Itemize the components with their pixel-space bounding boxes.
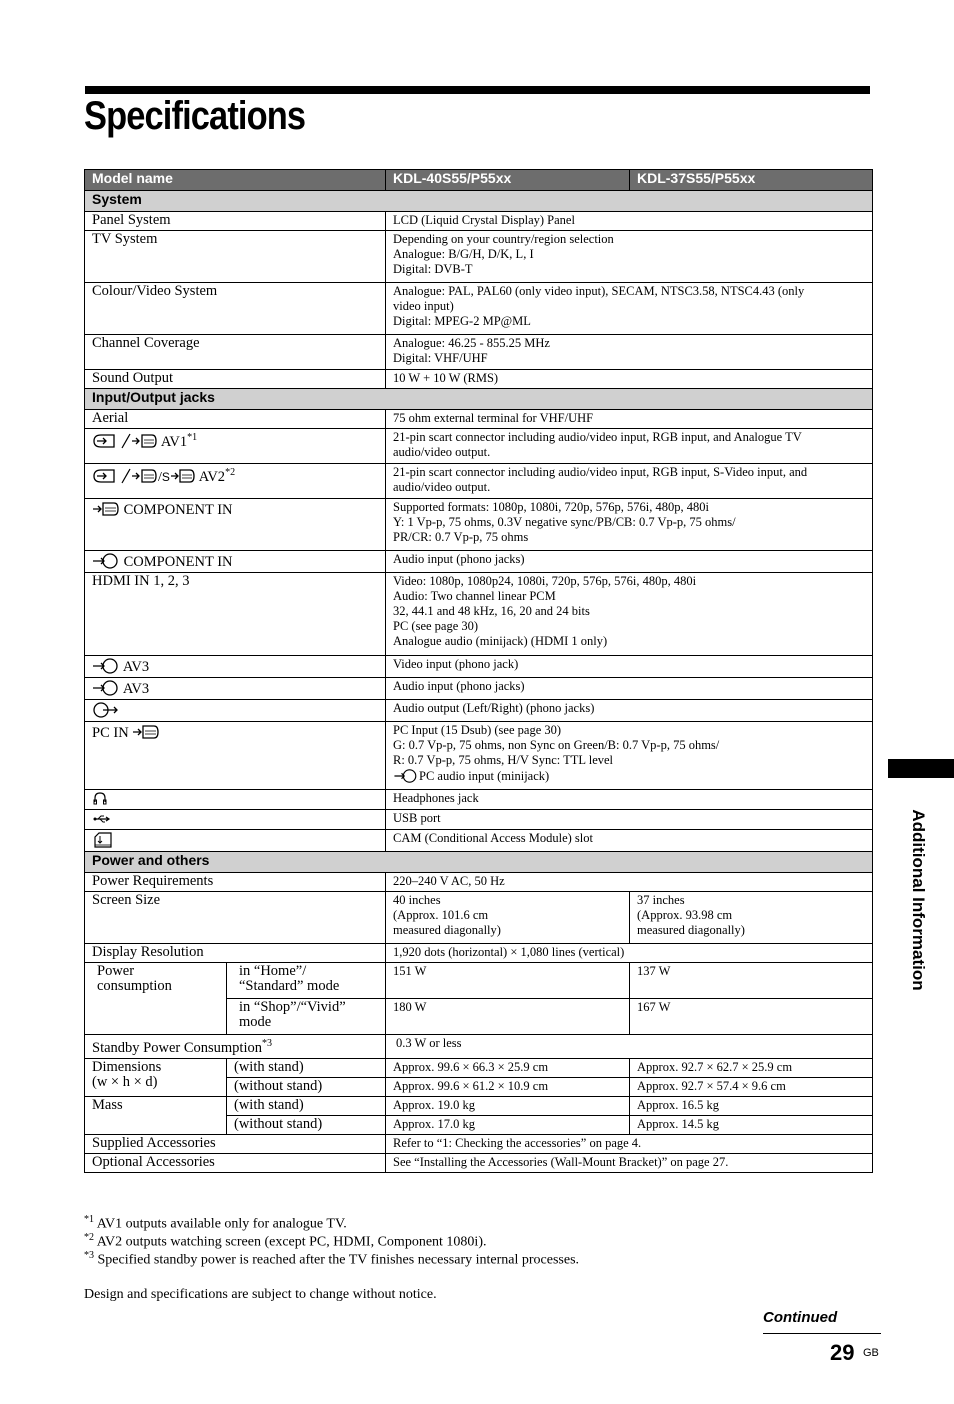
row-label xyxy=(85,499,386,551)
row-value xyxy=(386,499,873,551)
row-value xyxy=(386,464,873,499)
table-row xyxy=(85,212,873,231)
value-line: (Approx. 93.98 cm xyxy=(637,908,733,922)
value-line xyxy=(393,768,865,784)
row-value: 220–240 V AC, 50 Hz xyxy=(386,873,873,892)
row-label xyxy=(85,429,386,464)
side-tab xyxy=(888,759,954,778)
row-value: Audio input (phono jacks) xyxy=(386,551,873,573)
row-label xyxy=(85,722,386,790)
value-line: 32, 44.1 and 48 kHz, 16, 20 and 24 bits xyxy=(393,604,590,618)
footnote-mark: *2 xyxy=(225,467,236,478)
value-line: measured diagonally) xyxy=(637,923,745,937)
row-value: See “Installing the Accessories (Wall-Mount Bracket)” on page 27. xyxy=(386,1153,873,1172)
row-value: Refer to “1: Checking the accessories” on page 4. xyxy=(386,1134,873,1153)
value-line: 40 inches xyxy=(393,893,441,907)
table-row xyxy=(85,892,873,944)
row-label: Screen Size xyxy=(85,892,386,944)
component-audio-label: COMPONENT IN xyxy=(123,554,233,570)
label-line: consumption xyxy=(97,978,172,994)
row-value: Approx. 16.5 kg xyxy=(630,1096,873,1115)
row-label: /S AV2$^{*2}$ xyxy=(85,464,386,499)
row-label: Aerial xyxy=(85,410,386,429)
footnote-mark: *3 xyxy=(84,1250,94,1261)
row-value: LCD (Liquid Crystal Display) Panel xyxy=(386,212,873,231)
table-header-row xyxy=(85,170,873,191)
row-label xyxy=(85,678,386,700)
label-line: (w × h × d) xyxy=(92,1073,158,1090)
table-row xyxy=(85,1153,873,1172)
value-line: (Approx. 101.6 cm xyxy=(393,908,489,922)
section-power xyxy=(85,852,873,873)
value-line: audio/video output. xyxy=(393,445,491,459)
row-value: Approx. 92.7 × 57.4 × 9.6 cm xyxy=(630,1077,873,1096)
table-row xyxy=(85,1096,873,1115)
s-video-label: S xyxy=(161,469,170,484)
title-rule xyxy=(85,86,870,94)
table-row xyxy=(85,944,873,963)
table-row xyxy=(85,283,873,335)
row-value: Audio output (Left/Right) (phono jacks) xyxy=(386,700,873,722)
row-value xyxy=(386,231,873,283)
table-row xyxy=(85,830,873,852)
row-label xyxy=(85,1058,227,1096)
footnote xyxy=(84,1232,486,1251)
value-line: Analogue: 46.25 - 855.25 MHz xyxy=(393,336,550,350)
sub-label xyxy=(227,999,386,1035)
av3-video-label: AV3 xyxy=(122,659,150,675)
pc-in-label: PC IN xyxy=(92,725,129,741)
sub-label xyxy=(227,963,386,999)
sub-label: (with stand) xyxy=(227,1058,386,1077)
row-value: 167 W xyxy=(630,999,873,1035)
sub-label: (with stand) xyxy=(227,1096,386,1115)
value-line: Digital: VHF/UHF xyxy=(393,351,488,365)
value-line: Digital: MPEG-2 MP@ML xyxy=(393,314,531,328)
component-label: COMPONENT IN xyxy=(123,502,233,518)
row-label: Colour/Video System xyxy=(85,283,386,335)
label-line: “Standard” mode xyxy=(239,978,340,994)
row-label xyxy=(85,810,386,830)
value-line: Supported formats: 1080p, 1080i, 720p, 576p, 576i, 480p, 480i xyxy=(393,500,709,514)
section-heading: Input/Output jacks xyxy=(85,389,873,410)
page-suffix: GB xyxy=(863,1347,879,1359)
row-value: Approx. 99.6 × 66.3 × 25.9 cm xyxy=(386,1058,630,1077)
sub-label: (without stand) xyxy=(227,1077,386,1096)
row-value: 0.3 W or less xyxy=(386,1035,873,1059)
table-row xyxy=(85,1058,873,1077)
value-line: Analogue audio (minijack) (HDMI 1 only) xyxy=(393,634,608,648)
row-value: CAM (Conditional Access Module) slot xyxy=(386,830,873,852)
table-row xyxy=(85,573,873,656)
row-value xyxy=(386,573,873,656)
value-line: Depending on your country/region selection xyxy=(393,232,614,246)
section-heading: System xyxy=(85,191,873,212)
pc-input-icon xyxy=(132,723,160,741)
page-number: 29 xyxy=(830,1340,855,1365)
table-row xyxy=(85,656,873,678)
row-label: Sound Output xyxy=(85,370,386,389)
row-value: Approx. 19.0 kg xyxy=(386,1096,630,1115)
audio-output-icon xyxy=(92,701,120,719)
row-value: Approx. 14.5 kg xyxy=(630,1115,873,1134)
value-line: Analogue: B/G/H, D/K, L, I xyxy=(393,247,534,261)
value-line: G: 0.7 Vp-p, 75 ohms, non Sync on Green/B: 0.7 Vp-p, 75 ohms/ xyxy=(393,738,720,752)
value-line: measured diagonally) xyxy=(393,923,501,937)
label-line: in “Shop”/“Vivid” xyxy=(239,999,346,1015)
row-value xyxy=(386,429,873,464)
row-label: Optional Accessories xyxy=(85,1153,386,1172)
table-row xyxy=(85,335,873,370)
row-label: Power Requirements xyxy=(85,873,386,892)
footnote xyxy=(84,1250,579,1269)
header-col2: KDL-37S55/P55xx xyxy=(630,170,873,191)
row-value: Approx. 17.0 kg xyxy=(386,1115,630,1134)
table-row xyxy=(85,429,873,464)
value-line: video input) xyxy=(393,299,454,313)
label-line: Power xyxy=(97,963,135,979)
row-value xyxy=(386,283,873,335)
footnote-text: AV1 outputs available only for analogue TV. xyxy=(96,1216,347,1232)
table-row xyxy=(85,551,873,573)
row-label: TV System xyxy=(85,231,386,283)
row-value: Headphones jack xyxy=(386,790,873,810)
specifications-table xyxy=(84,169,873,1173)
row-value: 1,920 dots (horizontal) × 1,080 lines (vertical) xyxy=(386,944,873,963)
row-value: USB port xyxy=(386,810,873,830)
table-row xyxy=(85,722,873,790)
value-line: Digital: DVB-T xyxy=(393,262,473,276)
video-input-icon xyxy=(92,657,120,675)
table-row xyxy=(85,231,873,283)
pc-audio-text: PC audio input (minijack) xyxy=(419,769,550,783)
row-label xyxy=(85,963,227,1035)
audio-input-icon xyxy=(393,768,419,784)
value-line: Audio: Two channel linear PCM xyxy=(393,589,556,603)
row-label xyxy=(85,656,386,678)
row-value: Video input (phono jack) xyxy=(386,656,873,678)
scart-input-output-icon xyxy=(92,467,158,485)
sub-label: (without stand) xyxy=(227,1115,386,1134)
row-label xyxy=(85,551,386,573)
disclaimer: Design and specifications are subject to change without notice. xyxy=(84,1287,437,1302)
table-row xyxy=(85,410,873,429)
cam-slot-icon xyxy=(92,831,114,849)
row-label xyxy=(85,830,386,852)
continued-label: Continued xyxy=(763,1309,838,1326)
table-row xyxy=(85,464,873,499)
value-line: R: 0.7 Vp-p, 75 ohms, H/V Sync: TTL level xyxy=(393,753,614,767)
table-row xyxy=(85,370,873,389)
scart-input-output-icon xyxy=(92,432,158,450)
footnote-text: Specified standby power is reached after the TV finishes necessary internal processes. xyxy=(97,1252,580,1268)
label-line: in “Home”/ xyxy=(239,963,307,979)
av1-label: AV1 xyxy=(160,433,188,450)
row-value xyxy=(386,335,873,370)
row-label: Supplied Accessories xyxy=(85,1134,386,1153)
value-line: PC (see page 30) xyxy=(393,619,479,633)
value-line: audio/video output. xyxy=(393,480,491,494)
value-line: Y: 1 Vp-p, 75 ohms, 0.3V negative sync/PB/CB: 0.7 Vp-p, 75 ohms/ xyxy=(393,515,736,529)
footnote-mark: *2 xyxy=(84,1232,94,1243)
audio-input-icon xyxy=(92,552,120,570)
row-value: 151 W xyxy=(386,963,630,999)
row-value: 137 W xyxy=(630,963,873,999)
row-label xyxy=(85,790,386,810)
table-row xyxy=(85,499,873,551)
value-line: 21-pin scart connector including audio/video input, RGB input, S-Video input, and xyxy=(393,465,808,479)
component-video-input-icon xyxy=(92,500,120,518)
header-col1: KDL-40S55/P55xx xyxy=(386,170,630,191)
standby-label: Standby Power Consumption xyxy=(92,1039,262,1056)
row-value: 180 W xyxy=(386,999,630,1035)
footnote-mark: *1 xyxy=(84,1214,94,1225)
section-heading: Power and others xyxy=(85,852,873,873)
row-value: 75 ohm external terminal for VHF/UHF xyxy=(386,410,873,429)
table-row xyxy=(85,700,873,722)
table-row xyxy=(85,678,873,700)
table-row xyxy=(85,873,873,892)
table-row xyxy=(85,810,873,830)
value-line: 37 inches xyxy=(637,893,685,907)
value-line: Video: 1080p, 1080p24, 1080i, 720p, 576p, 576i, 480p, 480i xyxy=(393,574,697,588)
headphones-icon xyxy=(92,791,108,807)
s-video-input-icon xyxy=(170,467,196,485)
footnote-mark: *3 xyxy=(261,1038,272,1049)
row-value xyxy=(386,722,873,790)
label-line: mode xyxy=(239,1014,272,1030)
row-label xyxy=(85,1035,386,1059)
section-input-output xyxy=(85,389,873,410)
audio-input-icon xyxy=(92,679,120,697)
row-label: Display Resolution xyxy=(85,944,386,963)
row-value: Approx. 92.7 × 62.7 × 25.9 cm xyxy=(630,1058,873,1077)
header-model: Model name xyxy=(85,170,386,191)
page-title: Specifications xyxy=(84,94,306,138)
footnote-mark: *1 xyxy=(187,432,198,443)
value-line: PR/CR: 0.7 Vp-p, 75 ohms xyxy=(393,530,529,544)
row-label: Mass xyxy=(85,1096,227,1134)
label-line: Dimensions xyxy=(92,1058,162,1075)
value-line: Analogue: PAL, PAL60 (only video input), SECAM, NTSC3.58, NTSC4.43 (only xyxy=(393,284,805,298)
row-value: Audio input (phono jacks) xyxy=(386,678,873,700)
av2-label: AV2 xyxy=(198,468,226,485)
section-system xyxy=(85,191,873,212)
table-row xyxy=(85,963,873,999)
side-section-label: Additional Information xyxy=(909,809,928,991)
av3-audio-label: AV3 xyxy=(122,681,150,697)
row-label: HDMI IN 1, 2, 3 xyxy=(85,573,386,656)
table-row xyxy=(85,1035,873,1059)
footnote xyxy=(84,1214,347,1233)
row-value xyxy=(386,892,630,944)
footnote-text: AV2 outputs watching screen (except PC, HDMI, Component 1080i). xyxy=(96,1234,487,1250)
row-value xyxy=(630,892,873,944)
value-line: PC Input (15 Dsub) (see page 30) xyxy=(393,723,562,737)
row-label xyxy=(85,700,386,722)
table-row xyxy=(85,790,873,810)
value-line: 21-pin scart connector including audio/video input, RGB input, and Analogue TV xyxy=(393,430,802,444)
continued-rule xyxy=(763,1333,881,1334)
row-value: Approx. 99.6 × 61.2 × 10.9 cm xyxy=(386,1077,630,1096)
row-label: Panel System xyxy=(85,212,386,231)
row-value: 10 W + 10 W (RMS) xyxy=(386,370,873,389)
table-row xyxy=(85,1134,873,1153)
usb-icon xyxy=(92,811,112,827)
row-label: Channel Coverage xyxy=(85,335,386,370)
